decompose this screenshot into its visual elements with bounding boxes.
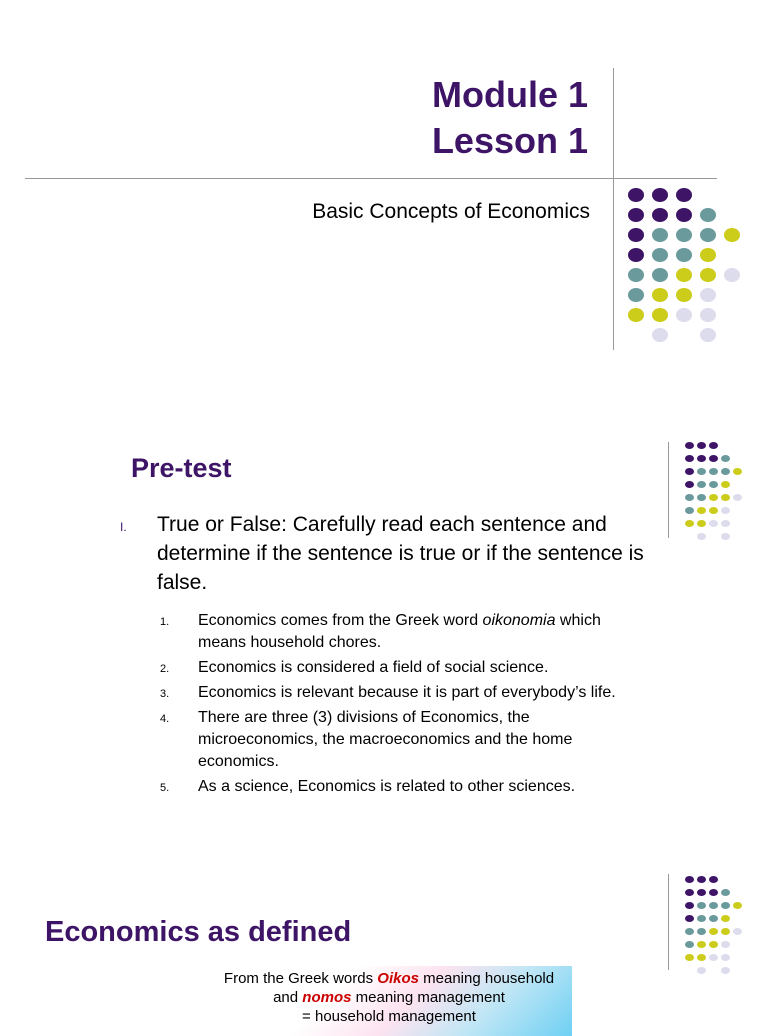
decorative-dot [709, 494, 718, 501]
decorative-dot [700, 268, 716, 282]
decorative-dot [652, 308, 668, 322]
decorative-dot [709, 941, 718, 948]
decorative-dot [700, 248, 716, 262]
decorative-dot [676, 208, 692, 222]
decorative-dot [685, 520, 694, 527]
decorative-dot [676, 228, 692, 242]
definition-text: meaning household [418, 970, 555, 987]
decorative-dot [709, 915, 718, 922]
decorative-dot [652, 288, 668, 302]
decorative-dot [721, 494, 730, 501]
decorative-dot [721, 889, 730, 896]
definition-line [206, 988, 572, 1007]
decorative-dot [676, 248, 692, 262]
decorative-dot [709, 876, 718, 883]
item-number: 5. [160, 782, 170, 794]
item-text: As a science, Economics is related to other sciences. [198, 778, 576, 795]
decorative-dot [652, 248, 668, 262]
decorative-dot [709, 889, 718, 896]
decorative-dot [724, 228, 740, 242]
decorative-dot [709, 507, 718, 514]
slide-subtitle: Basic Concepts of Economics [312, 200, 590, 223]
keyword-oikos: Oikos [377, 970, 419, 987]
decorative-dot [697, 876, 706, 883]
decorative-dot [709, 442, 718, 449]
decorative-dot [685, 941, 694, 948]
decorative-dot [628, 228, 644, 242]
decorative-dot [628, 248, 644, 262]
title-line-lesson: Lesson 1 [431, 120, 588, 161]
decorative-dot [733, 902, 742, 909]
item-number: 2. [160, 663, 170, 675]
definition-line [206, 969, 572, 988]
decorative-dot [721, 520, 730, 527]
decorative-dot [697, 902, 706, 909]
decorative-dot [721, 941, 730, 948]
decorative-dot [697, 520, 706, 527]
decorative-dot [676, 268, 692, 282]
decorative-dot [697, 468, 706, 475]
decorative-dot [652, 188, 668, 202]
definition-text: and [273, 989, 303, 1006]
decorative-dot [628, 188, 644, 202]
decorative-dot [685, 455, 694, 462]
list-item [160, 610, 640, 654]
item-text: Economics comes from the Greek word [198, 612, 483, 629]
decorative-dot [652, 328, 668, 342]
decorative-dot [721, 928, 730, 935]
slide-definition [0, 860, 768, 1024]
decorative-dot [721, 915, 730, 922]
decorative-dot [697, 954, 706, 961]
decorative-dot [721, 902, 730, 909]
decorative-dot [721, 533, 730, 540]
decorative-dot [724, 268, 740, 282]
decorative-dot [685, 915, 694, 922]
decorative-dot [685, 876, 694, 883]
pretest-question-list [160, 610, 640, 801]
decorative-dot [709, 954, 718, 961]
decorative-dot [709, 520, 718, 527]
decorative-dot [685, 468, 694, 475]
decorative-dot [628, 268, 644, 282]
item-text-italic: oikonomia [482, 612, 556, 629]
slide-pretest [0, 420, 768, 860]
decorative-dot [700, 208, 716, 222]
decorative-dot [685, 902, 694, 909]
decorative-dot [721, 481, 730, 488]
pretest-instructions: True or False: Carefully read each sentence and determine if the sentence is true or if the sentence is false. [157, 513, 644, 594]
title-line-module: Module 1 [431, 74, 588, 115]
decorative-dot [709, 902, 718, 909]
decorative-dot [709, 468, 718, 475]
decorative-dot [697, 941, 706, 948]
decorative-dot [652, 268, 668, 282]
decorative-dot [676, 288, 692, 302]
decorative-dot [652, 228, 668, 242]
decorative-dot [685, 928, 694, 935]
decorative-dot [721, 954, 730, 961]
definition-line: = household management [302, 1008, 476, 1025]
decorative-dot [697, 455, 706, 462]
decorative-dot [697, 533, 706, 540]
slide-title-heading [432, 72, 588, 164]
item-text: Economics is relevant because it is part of everybody’s life. [198, 684, 616, 701]
decorative-dot [733, 928, 742, 935]
decorative-dot [685, 494, 694, 501]
decorative-dot [697, 481, 706, 488]
list-item [160, 707, 640, 773]
vertical-divider [613, 68, 614, 350]
item-number: 1. [160, 616, 170, 628]
vertical-divider [668, 874, 669, 970]
decorative-dot [697, 507, 706, 514]
horizontal-divider [25, 178, 717, 179]
item-text: There are three (3) divisions of Economics, the microeconomics, the macroeconomics and the home economics. [198, 709, 573, 770]
decorative-dot [700, 308, 716, 322]
definition-heading: Economics as defined [45, 916, 352, 948]
decorative-dot [697, 889, 706, 896]
definition-text: From the Greek words [223, 970, 378, 987]
definition-text: meaning management [351, 989, 505, 1006]
decorative-dot [709, 455, 718, 462]
slide-title [0, 0, 768, 380]
list-item [160, 776, 640, 798]
decorative-dot [628, 208, 644, 222]
item-number: 4. [160, 713, 170, 725]
decorative-dot [628, 288, 644, 302]
decorative-dot [697, 442, 706, 449]
decorative-dot [676, 188, 692, 202]
list-item [160, 657, 640, 679]
decorative-dot [697, 915, 706, 922]
pretest-heading: Pre-test [131, 453, 232, 483]
keyword-nomos: nomos [302, 989, 352, 1006]
decorative-dot [685, 889, 694, 896]
decorative-dot [721, 507, 730, 514]
item-text: which means household chores. [198, 612, 601, 651]
decorative-dot [697, 967, 706, 974]
decorative-dot [709, 928, 718, 935]
decorative-dot [697, 928, 706, 935]
item-text: Economics is considered a field of social science. [198, 659, 549, 676]
decorative-dot [700, 328, 716, 342]
definition-box [206, 966, 572, 1036]
decorative-dot [700, 288, 716, 302]
decorative-dot [697, 494, 706, 501]
decorative-dot [685, 481, 694, 488]
decorative-dot [628, 308, 644, 322]
decorative-dot [721, 455, 730, 462]
vertical-divider [668, 442, 669, 538]
decorative-dot [700, 228, 716, 242]
decorative-dot [721, 468, 730, 475]
decorative-dot [685, 954, 694, 961]
list-item [160, 682, 640, 704]
item-number: 3. [160, 688, 170, 700]
decorative-dot [685, 442, 694, 449]
decorative-dot [721, 967, 730, 974]
roman-numeral-marker: I. [120, 520, 127, 534]
decorative-dot [676, 308, 692, 322]
decorative-dot [685, 507, 694, 514]
decorative-dot [733, 494, 742, 501]
decorative-dot [652, 208, 668, 222]
decorative-dot [709, 481, 718, 488]
decorative-dot [733, 468, 742, 475]
